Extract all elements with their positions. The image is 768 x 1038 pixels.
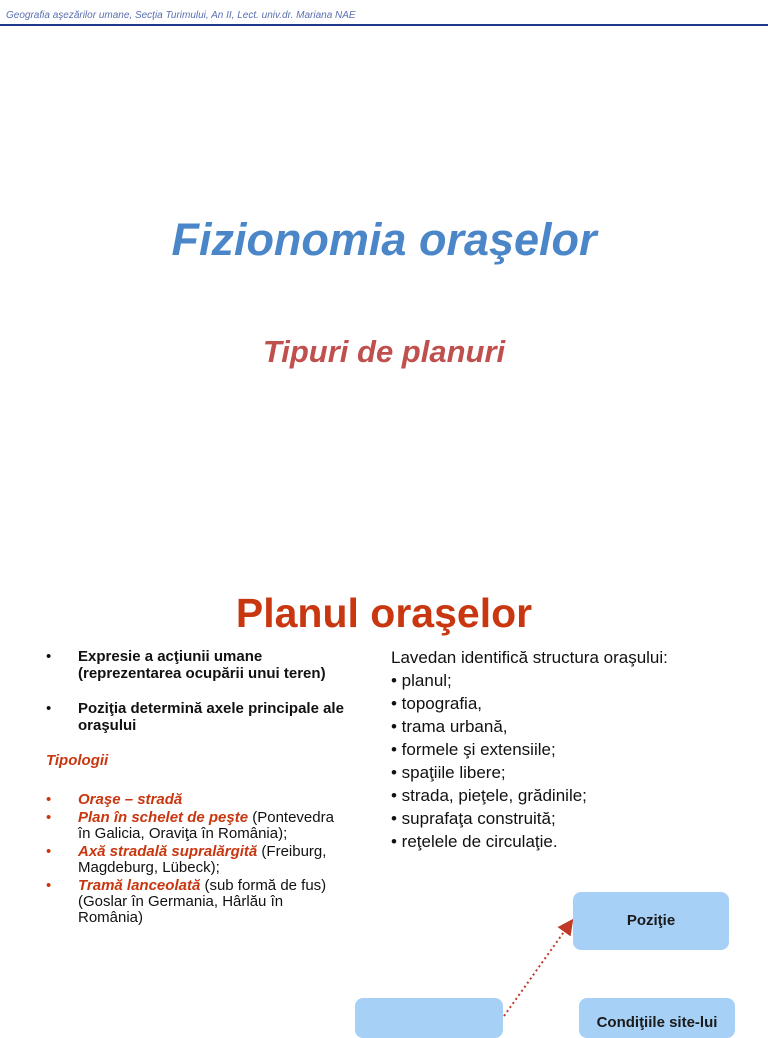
bullet-text: Expresie a acţiunii umane (reprezentarea ocupării unui teren): [78, 648, 326, 682]
structure-item: • topografia,: [391, 694, 483, 713]
structure-intro: Lavedan identifică structura oraşului:: [391, 648, 668, 667]
typology-item: [46, 792, 346, 808]
typology-detail: (Pontevedra în Galicia, Oraviţa în România);: [78, 809, 334, 842]
slide2-title: Planul oraşelor: [235, 590, 533, 636]
bullet-dot: •: [46, 648, 52, 665]
structure-item: • reţelele de circulaţie.: [391, 832, 558, 851]
typology-name: Tramă lanceolată: [78, 877, 201, 894]
bullet-dot: •: [46, 843, 52, 860]
bullet-dot: •: [46, 791, 52, 808]
header-text: Geografia aşezărilor umane, Secţia Turimului, An II, Lect. univ.dr. Mariana NAE: [6, 10, 356, 21]
typology-name: Plan în schelet de peşte: [78, 809, 249, 826]
left-column: [46, 648, 346, 928]
typology-item: [46, 810, 346, 842]
typology-name: Axă stradală supralărgită: [78, 843, 258, 860]
dotted-arrow: [504, 922, 571, 1016]
typology-detail: (Freiburg, Magdeburg, Lübeck);: [78, 843, 327, 876]
bullet-dot: •: [46, 700, 52, 717]
structure-item: • suprafaţa construită;: [391, 809, 556, 828]
bullet-dot: •: [46, 809, 52, 826]
bullet-item: [46, 700, 346, 734]
structure-item: • spaţiile libere;: [391, 763, 506, 782]
bullet-text: Poziţia determină axele principale ale oraşului: [78, 700, 344, 734]
slide1-title: Fizionomia oraşelor: [171, 214, 597, 265]
slide1-subtitle: Tipuri de planuri: [262, 334, 506, 369]
structure-item: • strada, pieţele, grădinile;: [391, 786, 587, 805]
bullet-item: [46, 648, 346, 682]
typology-list: [46, 792, 346, 926]
box-pozitie: Poziţie: [573, 892, 729, 950]
typology-detail: (sub formă de fus) (Goslar în Germania, Hârlău în România): [78, 877, 327, 926]
structure-item: • trama urbană,: [391, 717, 508, 736]
tipologii-heading: Tipologii: [46, 752, 109, 769]
bullet-dot: •: [46, 877, 52, 894]
right-column: [391, 646, 751, 853]
structure-item: • formele şi extensiile;: [391, 740, 556, 759]
box-conditiile-site-label: Condiţiile site-lui: [596, 1014, 718, 1031]
box-bottom-left: [355, 998, 503, 1038]
typology-name: Oraşe – stradă: [78, 791, 183, 808]
typology-item: [46, 878, 346, 926]
typology-item: [46, 844, 346, 876]
box-conditiile-site: [579, 998, 735, 1038]
header-bar: [0, 0, 768, 26]
structure-item: • planul;: [391, 671, 452, 690]
